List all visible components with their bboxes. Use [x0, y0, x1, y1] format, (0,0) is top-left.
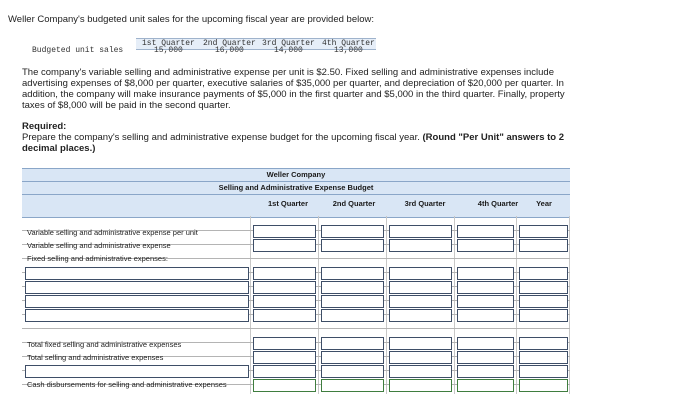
paragraph-line-2: advertising expenses of $8,000 per quarter, executive salaries of $35,000 per quarter, and depreciation of $20,000 per quarter. In	[22, 78, 564, 89]
answer-cell-total-fixed-q3[interactable]	[389, 337, 452, 350]
column-divider	[516, 216, 517, 394]
answer-cell-noncash-q3[interactable]	[389, 365, 452, 378]
column-divider	[250, 216, 251, 394]
answer-cell-total-q2[interactable]	[321, 351, 384, 364]
required-text: Prepare the company's selling and administrative expense budget for the upcoming fiscal year.	[22, 132, 420, 143]
answer-cell-noncash-q2[interactable]	[321, 365, 384, 378]
col-header-year: Year	[536, 199, 552, 208]
col-header-q1: 1st Quarter	[267, 199, 309, 208]
answer-cell-fixed-1-year[interactable]	[519, 267, 568, 280]
budget-title: Selling and Administrative Expense Budget	[218, 183, 374, 192]
sales-value-q2: 16,000	[215, 46, 244, 55]
answer-cell-var-expense-q3[interactable]	[389, 239, 452, 252]
answer-cell-noncash-q4[interactable]	[457, 365, 514, 378]
answer-cell-fixed-2-q3[interactable]	[389, 281, 452, 294]
sales-value-q1: 15,000	[154, 46, 183, 55]
answer-cell-cash-q3[interactable]	[389, 379, 452, 392]
sales-row-label: Budgeted unit sales	[32, 46, 124, 55]
answer-cell-var-expense-q1[interactable]	[253, 239, 316, 252]
answer-cell-fixed-1-q3[interactable]	[389, 267, 452, 280]
answer-cell-fixed-3-q3[interactable]	[389, 295, 452, 308]
paragraph-line-4: taxes of $8,000 will be paid in the second quarter.	[22, 100, 231, 111]
col-header-q4: 4th Quarter	[477, 199, 519, 208]
rounding-note-continued: decimal places.)	[22, 143, 96, 154]
answer-cell-fixed-3-q1[interactable]	[253, 295, 316, 308]
answer-cell-noncash-year[interactable]	[519, 365, 568, 378]
paragraph-line-3: addition, the company will make insurance payments of $5,000 in the first quarter and $5,000 in the third quarter. Finally, property	[22, 89, 565, 100]
answer-cell-fixed-2-year[interactable]	[519, 281, 568, 294]
sales-header-q2: 2nd Quarter	[203, 39, 256, 48]
answer-cell-var-expense-q4[interactable]	[457, 239, 514, 252]
intro-text: Weller Company's budgeted unit sales for the upcoming fiscal year are provided below:	[8, 14, 375, 25]
answer-cell-fixed-4-q2[interactable]	[321, 309, 384, 322]
answer-cell-total-fixed-q4[interactable]	[457, 337, 514, 350]
answer-cell-var-per-unit-q2[interactable]	[321, 225, 384, 238]
answer-cell-total-q1[interactable]	[253, 351, 316, 364]
sales-value-q3: 14,000	[274, 46, 303, 55]
row-label-total-fixed: Total fixed selling and administrative expenses	[27, 340, 182, 349]
answer-cell-cash-q1[interactable]	[253, 379, 316, 392]
answer-cell-total-fixed-q2[interactable]	[321, 337, 384, 350]
answer-cell-fixed-4-year[interactable]	[519, 309, 568, 322]
noncash-label-input[interactable]	[25, 365, 249, 378]
answer-cell-fixed-2-q1[interactable]	[253, 281, 316, 294]
sales-header-q1: 1st Quarter	[142, 39, 195, 48]
row-label-cash: Cash disbursements for selling and administrative expenses	[27, 380, 227, 389]
fixed-expense-label-input[interactable]	[25, 267, 249, 280]
answer-cell-fixed-4-q3[interactable]	[389, 309, 452, 322]
sales-header-q4: 4th Quarter	[322, 39, 375, 48]
row-label-var-expense: Variable selling and administrative expense	[27, 241, 171, 250]
answer-cell-total-year[interactable]	[519, 351, 568, 364]
row-label-fixed: Fixed selling and administrative expenses:	[27, 254, 168, 263]
answer-cell-noncash-q1[interactable]	[253, 365, 316, 378]
rounding-note: (Round "Per Unit" answers to 2	[422, 132, 565, 143]
sales-value-q4: 13,000	[334, 46, 363, 55]
answer-cell-var-expense-q2[interactable]	[321, 239, 384, 252]
answer-cell-fixed-3-year[interactable]	[519, 295, 568, 308]
answer-cell-cash-q4[interactable]	[457, 379, 514, 392]
fixed-expense-label-input[interactable]	[25, 281, 249, 294]
column-divider	[454, 216, 455, 394]
answer-cell-var-per-unit-q1[interactable]	[253, 225, 316, 238]
column-divider	[318, 216, 319, 394]
fixed-expense-label-input[interactable]	[25, 309, 249, 322]
answer-cell-fixed-2-q4[interactable]	[457, 281, 514, 294]
answer-cell-var-per-unit-q3[interactable]	[389, 225, 452, 238]
col-header-q3: 3rd Quarter	[404, 199, 446, 208]
row-divider	[22, 328, 570, 329]
expense-budget-table	[22, 168, 570, 394]
answer-cell-fixed-4-q1[interactable]	[253, 309, 316, 322]
required-instructions	[22, 132, 682, 144]
answer-cell-fixed-4-q4[interactable]	[457, 309, 514, 322]
answer-cell-total-fixed-year[interactable]	[519, 337, 568, 350]
answer-cell-fixed-3-q4[interactable]	[457, 295, 514, 308]
row-label-var-per-unit: Variable selling and administrative expense per unit	[27, 228, 198, 237]
answer-cell-var-per-unit-q4[interactable]	[457, 225, 514, 238]
required-heading: Required:	[22, 121, 67, 132]
answer-cell-cash-q2[interactable]	[321, 379, 384, 392]
answer-cell-fixed-3-q2[interactable]	[321, 295, 384, 308]
column-divider	[386, 216, 387, 394]
answer-cell-fixed-2-q2[interactable]	[321, 281, 384, 294]
answer-cell-total-fixed-q1[interactable]	[253, 337, 316, 350]
company-name: Weller Company	[266, 170, 326, 179]
col-header-q2: 2nd Quarter	[332, 199, 376, 208]
answer-cell-cash-year[interactable]	[519, 379, 568, 392]
row-label-total: Total selling and administrative expenses	[27, 353, 164, 362]
answer-cell-total-q4[interactable]	[457, 351, 514, 364]
answer-cell-fixed-1-q4[interactable]	[457, 267, 514, 280]
column-divider	[569, 216, 570, 394]
paragraph-line-1: The company's variable selling and administrative expense per unit is $2.50. Fixed selling and administrative expenses include	[22, 67, 554, 78]
answer-cell-var-per-unit-year[interactable]	[519, 225, 568, 238]
fixed-expense-label-input[interactable]	[25, 295, 249, 308]
answer-cell-fixed-1-q2[interactable]	[321, 267, 384, 280]
sales-header-q3: 3rd Quarter	[262, 39, 315, 48]
answer-cell-total-q3[interactable]	[389, 351, 452, 364]
answer-cell-var-expense-year[interactable]	[519, 239, 568, 252]
answer-cell-fixed-1-q1[interactable]	[253, 267, 316, 280]
